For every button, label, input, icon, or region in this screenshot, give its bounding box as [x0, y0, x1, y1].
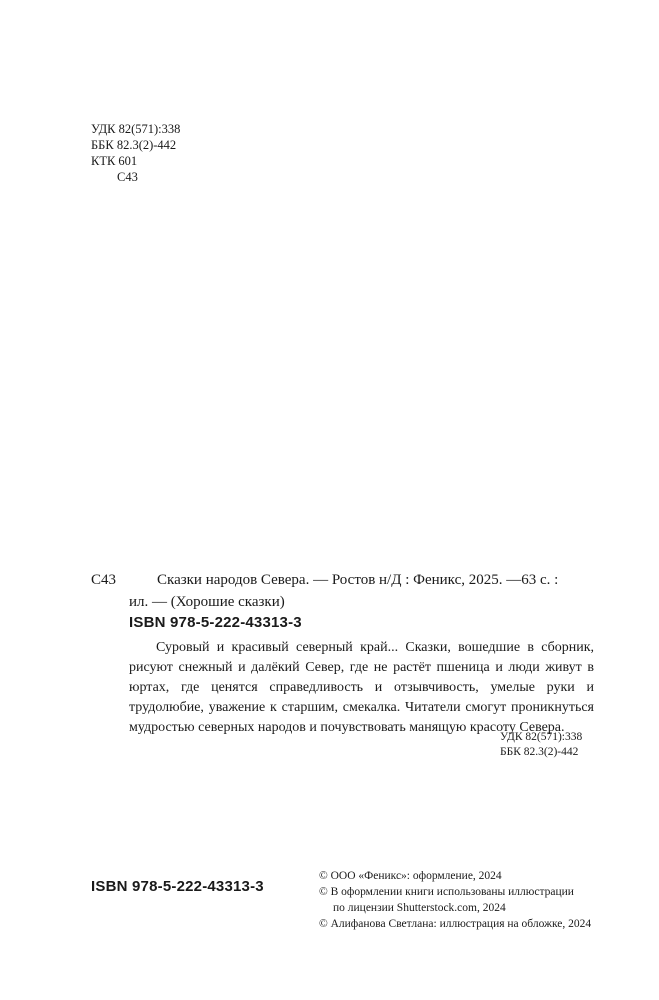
entry-bibliographic-1: Сказки народов Севера. — Ростов н/Д : Феникс, 2025. —63 с. :	[157, 572, 559, 588]
annotation-paragraph: Суровый и красивый северный край... Сказки, вошедшие в сборник, рисуют снежный и далёкий Север, где не растёт пшеница и люди живут в юртах, где ценятся справедливость и отзывчивость, умелые руки и трудолюбие, уважение к старшим, смекалка. Читатели смогут проникнуться мудростью северных народов и почувствовать манящую красоту Севера.	[129, 640, 594, 735]
copyright-cover: © Алифанова Светлана: иллюстрация на обложке, 2024	[319, 918, 592, 930]
copyright-design: © ООО «Феникс»: оформление, 2024	[319, 870, 502, 882]
copyright-illustrations: © В оформлении книги использованы иллюстрации	[319, 886, 574, 898]
bbk-code-right: ББК 82.3(2)-442	[500, 746, 579, 758]
entry-isbn: ISBN 978-5-222-43313-3	[129, 614, 302, 631]
udk-code: УДК 82(571):338	[91, 122, 181, 136]
author-mark: С43	[117, 170, 138, 184]
udk-code-right: УДК 82(571):338	[500, 731, 583, 743]
isbn-bottom: ISBN 978-5-222-43313-3	[91, 878, 264, 895]
entry-bibliographic-2: ил. — (Хорошие сказки)	[129, 594, 285, 610]
ktk-code: КТК 601	[91, 154, 138, 168]
bbk-code: ББК 82.3(2)-442	[91, 138, 177, 152]
entry-author-mark: С43	[91, 572, 117, 588]
copyright-license: по лицензии Shutterstock.com, 2024	[333, 902, 506, 914]
